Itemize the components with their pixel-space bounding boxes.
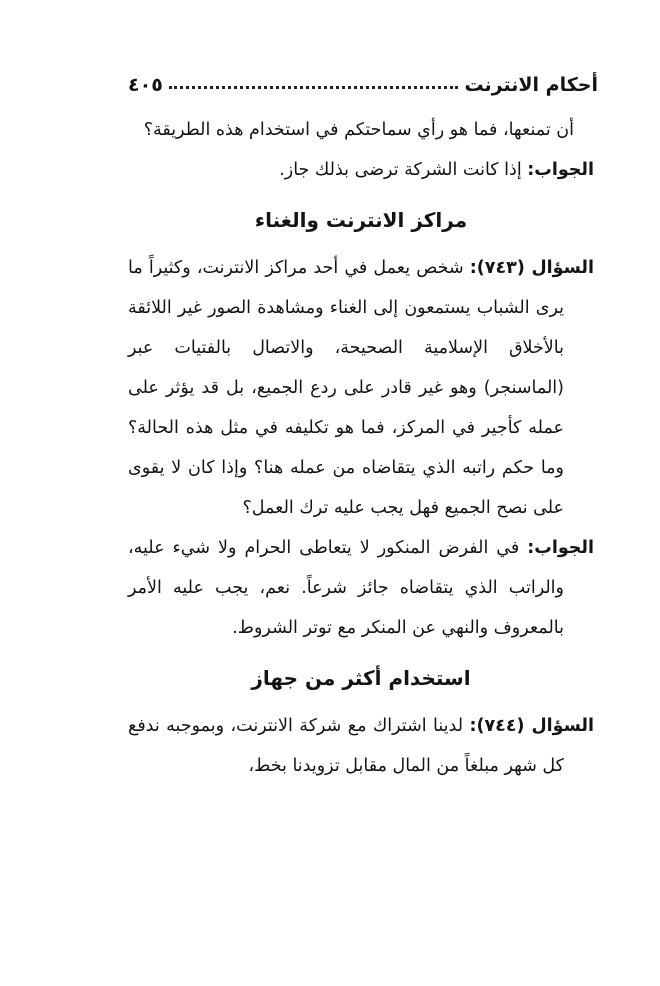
question-text: شخص يعمل في أحد مراكز الانترنت، وكثيراً ما يرى الشباب يستمعون إلى الغناء ومشاهدة الصور غير اللائقة بالأخلاق الإسلامية الصحيحة، والاتصال بالفتيات عبر (الماسنجر) وهو غير قادر على ردع الجميع، بل قد يؤثر على عمله كأجير في المركز، فما هو تكليفه في مثل هذه الحالة؟ وما حكم راتبه الذي يتقاضاه من عمله هنا؟ وإذا كان لا يقوى على نصح الجميع فهل يجب عليه ترك العمل؟ bbox=[128, 258, 564, 518]
answer-paragraph bbox=[128, 528, 594, 648]
page-number: ٤٠٥ bbox=[128, 74, 163, 96]
answer-text: إذا كانت الشركة ترضى بذلك جاز. bbox=[279, 160, 528, 180]
question-text: لدينا اشتراك مع شركة الانترنت، وبموجبه ندفع كل شهر مبلغاً من المال مقابل تزويدنا بخط، bbox=[128, 716, 564, 776]
continued-question-text bbox=[128, 110, 594, 150]
running-title: أحكام الانترنت bbox=[464, 74, 598, 96]
page-header bbox=[128, 62, 598, 96]
question-label: السؤال (٧٤٤): bbox=[469, 716, 594, 736]
leader-dots bbox=[169, 86, 459, 89]
answer-label: الجواب: bbox=[527, 160, 594, 180]
answer-text: في الفرض المنكور لا يتعاطى الحرام ولا شيء عليه، والراتب الذي يتقاضاه جائز شرعاً. نعم، يجب عليه الأمر بالمعروف والنهي عن المنكر مع توتر الشروط. bbox=[128, 538, 564, 638]
question-paragraph bbox=[128, 706, 594, 786]
answer-label: الجواب: bbox=[527, 538, 594, 558]
page-body bbox=[128, 110, 594, 786]
question-label: السؤال (٧٤٣): bbox=[469, 258, 595, 278]
section-heading: مراكز الانترنت والغناء bbox=[254, 208, 468, 232]
paragraph-text: أن تمنعها، فما هو رأي سماحتكم في استخدام هذه الطريقة؟ bbox=[143, 120, 574, 140]
answer-paragraph bbox=[128, 150, 594, 190]
section-heading: استخدام أكثر من جهاز bbox=[251, 666, 471, 690]
question-paragraph bbox=[128, 248, 594, 528]
